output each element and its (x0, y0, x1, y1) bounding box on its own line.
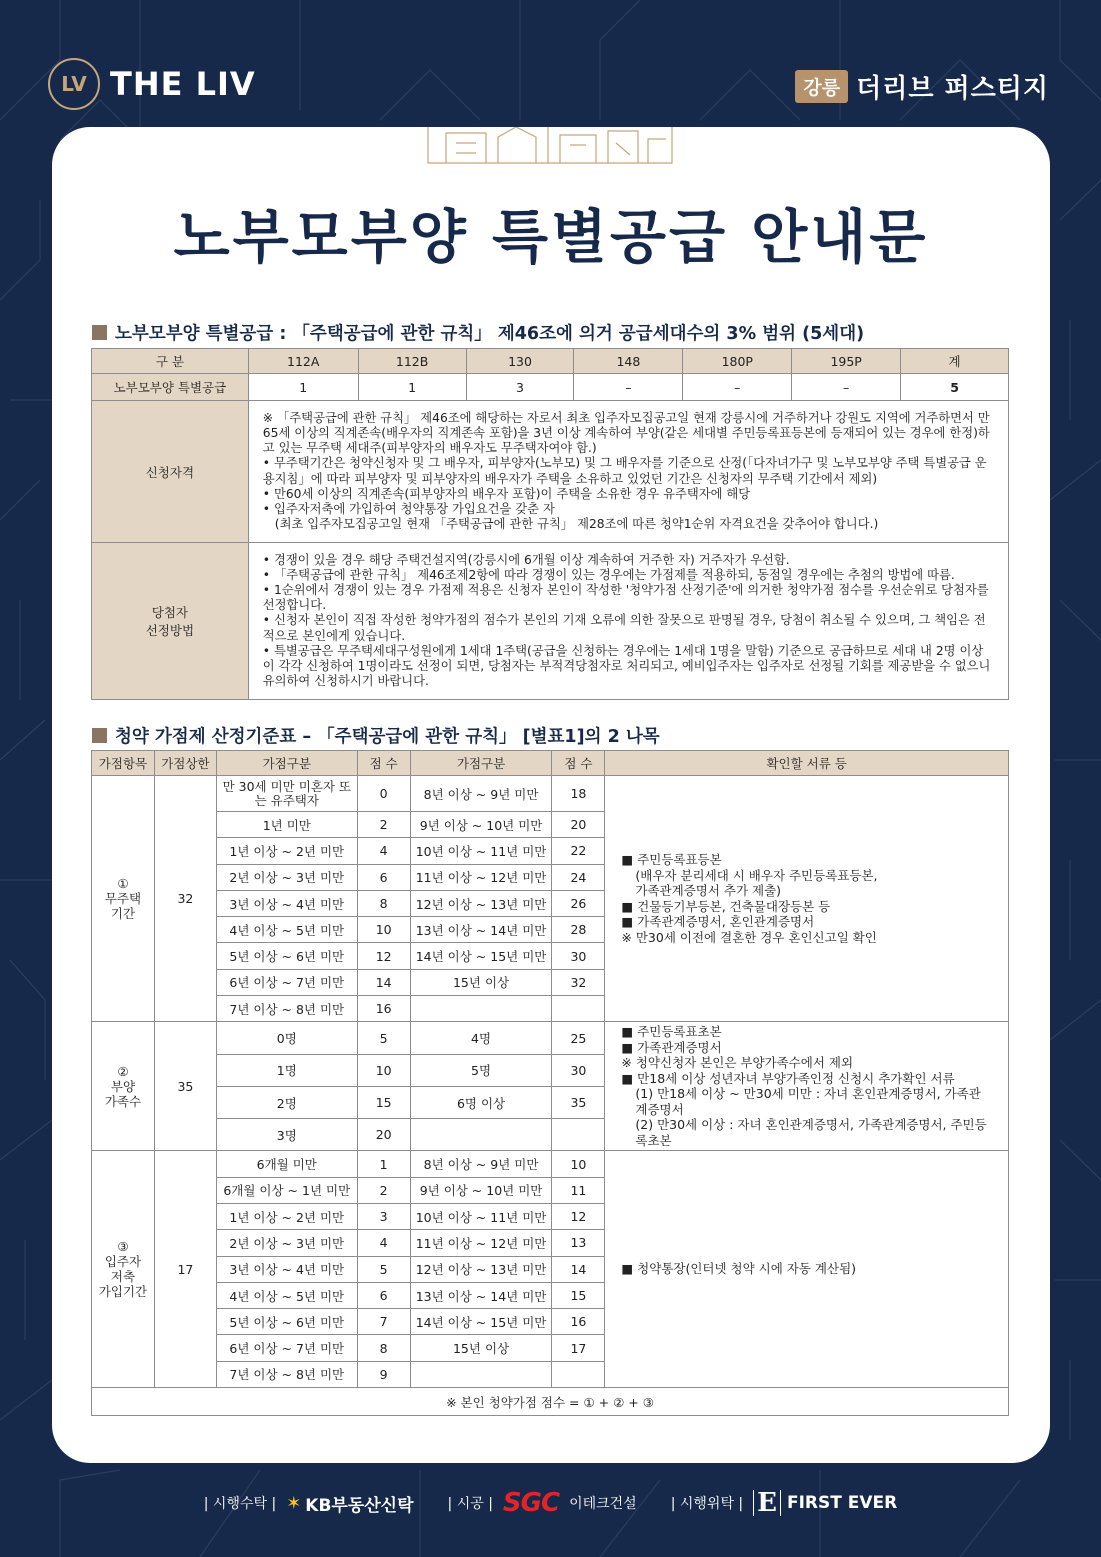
city-badge: 강릉 (795, 70, 848, 103)
qual-item: ※ 「주택공급에 관한 규칙」 제46조에 해당하는 자로서 최초 입주자모집공고일 현재 강릉시에 거주하거나 강원도 지역에 거주하면서 만65세 이상의 직계존속(배우자의 직계존속 포함)을 3년 이상 계속하여 부양(같은 세대별 주민등록표등본에 등재되어 있는 경우에 한정)하고 있는 무주택 세대주(피부양자의 배우자도 무주택자여야 함.) (262, 410, 990, 456)
score-points: 4 (357, 838, 410, 864)
score-range: 9년 이상 ~ 10년 미만 (410, 1177, 552, 1203)
supply-table (91, 348, 1009, 700)
score-points (552, 1119, 605, 1151)
col-header: 가점항목 (92, 751, 155, 776)
qualification-label: 신청자격 (92, 401, 249, 543)
trustee-label: | 시행수탁 | (203, 1496, 277, 1512)
brand-name: 더리브 퍼스티지 (856, 74, 1049, 104)
cell: 1 (248, 374, 358, 401)
score-points: 8 (357, 1335, 410, 1361)
logo-mark: LV (48, 58, 100, 110)
first-ever-logo (753, 1490, 897, 1516)
winner-item: • 경쟁이 있을 경우 해당 주택건설지역(강릉시에 6개월 이상 계속하여 거주한 자) 거주자가 우선함. (262, 552, 790, 567)
brand-logo (48, 58, 256, 110)
score-points: 35 (552, 1086, 605, 1118)
cell: – (683, 374, 792, 401)
score-row (92, 1151, 1009, 1177)
score-item-label-line: 무주택 (104, 891, 142, 907)
score-points: 4 (357, 1230, 410, 1256)
score-item-label (92, 1022, 155, 1151)
page-title: 노부모부양 특별공급 안내문 (173, 203, 929, 271)
section2-heading-text: 청약 가점제 산정기준표 – 「주택공급에 관한 규칙」 [별표1]의 2 나목 (115, 727, 660, 747)
score-range: 12년 이상 ~ 13년 미만 (410, 1256, 552, 1282)
score-points: 5 (357, 1256, 410, 1282)
score-range: 14년 이상 ~ 15년 미만 (410, 1309, 552, 1335)
score-points: 11 (552, 1177, 605, 1203)
score-points: 16 (357, 996, 410, 1022)
score-points: 20 (552, 812, 605, 838)
builder-label: | 시공 | (447, 1496, 493, 1512)
qualification-content (248, 401, 1008, 543)
col-header: 148 (574, 349, 683, 374)
score-table-body (92, 776, 1009, 1388)
score-item-label-line: 저축 (110, 1269, 136, 1285)
score-range: 1년 이상 ~ 2년 미만 (216, 838, 357, 864)
score-points: 6 (357, 1282, 410, 1308)
score-points: 15 (357, 1086, 410, 1118)
score-range: 8년 이상 ~ 9년 미만 (410, 776, 552, 812)
score-item-label-line: 가입기간 (98, 1284, 148, 1300)
first-ever-name: FIRST EVER (786, 1493, 898, 1513)
score-points: 26 (552, 890, 605, 916)
score-points (552, 996, 605, 1022)
score-range: 1년 미만 (216, 812, 357, 838)
square-bullet-icon (92, 728, 107, 743)
score-range: 4년 이상 ~ 5년 미만 (216, 1282, 357, 1308)
section2-heading (92, 723, 660, 748)
score-range: 6개월 이상 ~ 1년 미만 (216, 1177, 357, 1203)
score-points: 16 (552, 1309, 605, 1335)
section1-heading-text: 노부모부양 특별공급 : 「주택공급에 관한 규칙」 제46조에 의거 공급세대수의 3% 범위 (5세대) (115, 324, 865, 344)
score-range: 10년 이상 ~ 11년 미만 (410, 1203, 552, 1229)
col-header: 점 수 (552, 751, 605, 776)
score-points: 8 (357, 890, 410, 916)
score-item-label-line: ③ (117, 1239, 129, 1255)
builder-name: 이테크건설 (569, 1496, 637, 1512)
score-range: 11년 이상 ~ 12년 미만 (410, 1230, 552, 1256)
score-points: 28 (552, 917, 605, 943)
score-points: 0 (357, 776, 410, 812)
score-points: 10 (552, 1151, 605, 1177)
document-item: (2) 만30세 이상 : 자녀 혼인관계증명서, 가족관계증명서, 주민등록초본 (635, 1117, 987, 1148)
section1-heading (92, 320, 864, 345)
score-points: 24 (552, 864, 605, 890)
score-points: 7 (357, 1309, 410, 1335)
score-points: 9 (357, 1361, 410, 1387)
score-range: 6명 이상 (410, 1086, 552, 1118)
score-range: 6년 이상 ~ 7년 미만 (216, 969, 357, 995)
project-brand (795, 68, 1049, 105)
cell: 5 (901, 374, 1009, 401)
score-points: 14 (357, 969, 410, 995)
winner-method-content (248, 543, 1008, 700)
winner-method-label (92, 543, 249, 700)
score-range: 2년 이상 ~ 3년 미만 (216, 1230, 357, 1256)
score-range: 만 30세 미만 미혼자 또는 유주택자 (216, 776, 357, 812)
score-points: 12 (552, 1203, 605, 1229)
score-range: 10년 이상 ~ 11년 미만 (410, 838, 552, 864)
logo-text: THE LIV (110, 65, 256, 103)
sgc-logo: SGC (502, 1488, 560, 1518)
score-range (410, 1361, 552, 1387)
score-range: 6개월 미만 (216, 1151, 357, 1177)
score-range: 5년 이상 ~ 6년 미만 (216, 1309, 357, 1335)
row-label: 노부모부양 특별공급 (92, 374, 249, 401)
square-bullet-icon (92, 325, 107, 340)
document-item: ■ 주민등록표초본 (621, 1024, 722, 1040)
winner-label-line: 당첨자 (151, 605, 189, 620)
document-item: ■ 가족관계증명서 (621, 1039, 722, 1055)
score-range: 15년 이상 (410, 1335, 552, 1361)
score-formula-note: ※ 본인 청약가점 점수 = ① + ② + ③ (92, 1388, 1009, 1416)
score-range: 12년 이상 ~ 13년 미만 (410, 890, 552, 916)
cell: 3 (466, 374, 574, 401)
col-header: 112B (358, 349, 466, 374)
score-range: 1명 (216, 1054, 357, 1086)
score-row (92, 1022, 1009, 1054)
kb-logo (286, 1491, 413, 1516)
score-points: 30 (552, 943, 605, 969)
score-max: 17 (154, 1151, 216, 1388)
document-item: 가족관계증명서 추가 제출) (635, 883, 782, 899)
qual-item: • 입주자저축에 가입하여 청약통장 가입요건을 갖춘 자 (262, 501, 555, 516)
score-points (552, 1361, 605, 1387)
score-table (91, 750, 1009, 1416)
score-range: 13년 이상 ~ 14년 미만 (410, 1282, 552, 1308)
score-item-label (92, 776, 155, 1022)
score-range: 9년 이상 ~ 10년 미만 (410, 812, 552, 838)
score-item-label-line: ② (117, 1063, 129, 1079)
cell: – (792, 374, 901, 401)
score-range: 2년 이상 ~ 3년 미만 (216, 864, 357, 890)
score-points: 25 (552, 1022, 605, 1054)
score-range: 11년 이상 ~ 12년 미만 (410, 864, 552, 890)
col-header: 가점구분 (216, 751, 357, 776)
required-documents (605, 1151, 1009, 1388)
col-header: 180P (683, 349, 792, 374)
score-range: 1년 이상 ~ 2년 미만 (216, 1203, 357, 1229)
score-range: 3명 (216, 1119, 357, 1151)
score-item-label-line: 가족수 (104, 1093, 142, 1109)
score-max: 32 (154, 776, 216, 1022)
document-item: (배우자 분리세대 시 배우자 주민등록표등본, (635, 867, 878, 883)
score-item-label (92, 1151, 155, 1388)
score-range (410, 1119, 552, 1151)
kb-star-icon: ✶ (286, 1492, 302, 1514)
score-points: 17 (552, 1335, 605, 1361)
score-points: 20 (357, 1119, 410, 1151)
winner-item: • 특별공급은 무주택세대구성원에게 1세대 1주택(공급을 신청하는 경우에는 1세대 1명을 말함) 기준으로 공급하므로 세대 내 2명 이상이 각각 신청하여 1명이라도 선정이 되면, 당첨자는 부적격당첨자로 처리되고, 예비입주자는 입주자로 선정될 기회를 제공받을 수 없으니 유의하여 신청하시기 바랍니다. (262, 643, 991, 689)
document-item: ■ 건물등기부등본, 건축물대장등본 등 (621, 898, 831, 914)
score-range: 5년 이상 ~ 6년 미만 (216, 943, 357, 969)
score-range: 4년 이상 ~ 5년 미만 (216, 917, 357, 943)
commission-label: | 시행위탁 | (670, 1496, 744, 1512)
col-header: 가점구분 (410, 751, 552, 776)
score-item-label-line: 기간 (110, 906, 136, 922)
score-range: 3년 이상 ~ 4년 미만 (216, 1256, 357, 1282)
score-range: 3년 이상 ~ 4년 미만 (216, 890, 357, 916)
score-points: 2 (357, 1177, 410, 1203)
document-item: ■ 만18세 이상 성년자녀 부양가족인정 신청시 추가확인 서류 (621, 1070, 955, 1086)
score-range (410, 996, 552, 1022)
score-item-label-line: ① (117, 876, 129, 892)
score-points: 14 (552, 1256, 605, 1282)
score-item-label-line: 부양 (110, 1078, 136, 1094)
required-documents (605, 776, 1009, 1022)
score-points: 6 (357, 864, 410, 890)
footer-credits (0, 1488, 1101, 1518)
winner-item: • 신청자 본인이 직접 작성한 청약가점의 점수가 본인의 기재 오류에 의한 잘못으로 판명될 경우, 당첨이 취소될 수 있으며, 그 책임은 전적으로 본인에게 있습니다. (262, 613, 986, 643)
score-range: 4명 (410, 1022, 552, 1054)
document-item: (1) 만18세 이상 ~ 만30세 미만 : 자녀 혼인관계증명서, 가족관계증명서 (635, 1086, 981, 1117)
score-points: 30 (552, 1054, 605, 1086)
winner-item: • 1순위에서 경쟁이 있는 경우 가점제 적용은 신청자 본인이 작성한 '청약가점 산정기준'에 의거한 청약가점 점수를 우선순위로 당첨자를 선정합니다. (262, 582, 989, 613)
qual-item: • 무주택기간은 청약신청자 및 그 배우자, 피부양자(노부모) 및 그 배우자를 기준으로 산정(「다자녀가구 및 노부모부양 주택 특별공급 운용지침」에 따라 피부양자 및 피부양자의 배우자가 주택을 소유하고 있었던 기간은 신청자의 무주택 기간에서 제외) (262, 456, 987, 486)
score-range: 14년 이상 ~ 15년 미만 (410, 943, 552, 969)
score-points: 2 (357, 812, 410, 838)
score-points: 1 (357, 1151, 410, 1177)
cell: 1 (358, 374, 466, 401)
score-range: 6년 이상 ~ 7년 미만 (216, 1335, 357, 1361)
first-ever-mark-icon: E (753, 1490, 781, 1516)
score-points: 18 (552, 776, 605, 812)
cell: – (574, 374, 683, 401)
score-range: 2명 (216, 1086, 357, 1118)
score-range: 0명 (216, 1022, 357, 1054)
score-range: 7년 이상 ~ 8년 미만 (216, 996, 357, 1022)
score-range: 13년 이상 ~ 14년 미만 (410, 917, 552, 943)
winner-item: • 「주택공급에 관한 규칙」 제46조제2항에 따라 경쟁이 있는 경우에는 가점제를 적용하되, 동점일 경우에는 추첨의 방법에 따름. (262, 567, 955, 582)
score-row (92, 776, 1009, 812)
score-points: 13 (552, 1230, 605, 1256)
qual-item: (최초 입주자모집공고일 현재 「주택공급에 관한 규칙」 제28조에 따른 청약1순위 자격요건을 갖추어야 합니다.) (274, 517, 879, 532)
col-header: 130 (466, 349, 574, 374)
col-header: 195P (792, 349, 901, 374)
qual-item: • 만60세 이상의 직계존속(피부양자의 배우자 포함)이 주택을 소유한 경우 유주택자에 해당 (262, 486, 751, 501)
score-max: 35 (154, 1022, 216, 1151)
document-item: ※ 만30세 이전에 결혼한 경우 혼인신고일 확인 (621, 929, 877, 945)
document-item: ■ 주민등록표등본 (621, 852, 722, 868)
score-item-label-line: 입주자 (104, 1254, 142, 1270)
score-range: 8년 이상 ~ 9년 미만 (410, 1151, 552, 1177)
required-documents (605, 1022, 1009, 1151)
score-range: 5명 (410, 1054, 552, 1086)
score-range: 7년 이상 ~ 8년 미만 (216, 1361, 357, 1387)
winner-label-line: 선정방법 (145, 623, 195, 638)
col-header: 112A (248, 349, 358, 374)
score-points: 15 (552, 1282, 605, 1308)
document-item: ■ 청약통장(인터넷 청약 시에 자동 계산됨) (621, 1261, 857, 1277)
score-range: 15년 이상 (410, 969, 552, 995)
score-points: 10 (357, 917, 410, 943)
document-item: ■ 가족관계증명서, 혼인관계증명서 (621, 914, 815, 930)
score-points: 10 (357, 1054, 410, 1086)
score-points: 22 (552, 838, 605, 864)
kb-name: KB부동산신탁 (305, 1495, 414, 1516)
building-decoration (426, 127, 674, 165)
score-points: 3 (357, 1203, 410, 1229)
col-header: 점 수 (357, 751, 410, 776)
score-points: 5 (357, 1022, 410, 1054)
col-header: 가점상한 (154, 751, 216, 776)
col-header: 확인할 서류 등 (605, 751, 1009, 776)
score-points: 32 (552, 969, 605, 995)
col-header: 계 (901, 349, 1009, 374)
score-points: 12 (357, 943, 410, 969)
document-item: ※ 청약신청자 본인은 부양가족수에서 제외 (621, 1055, 854, 1071)
col-header: 구 분 (92, 349, 249, 374)
